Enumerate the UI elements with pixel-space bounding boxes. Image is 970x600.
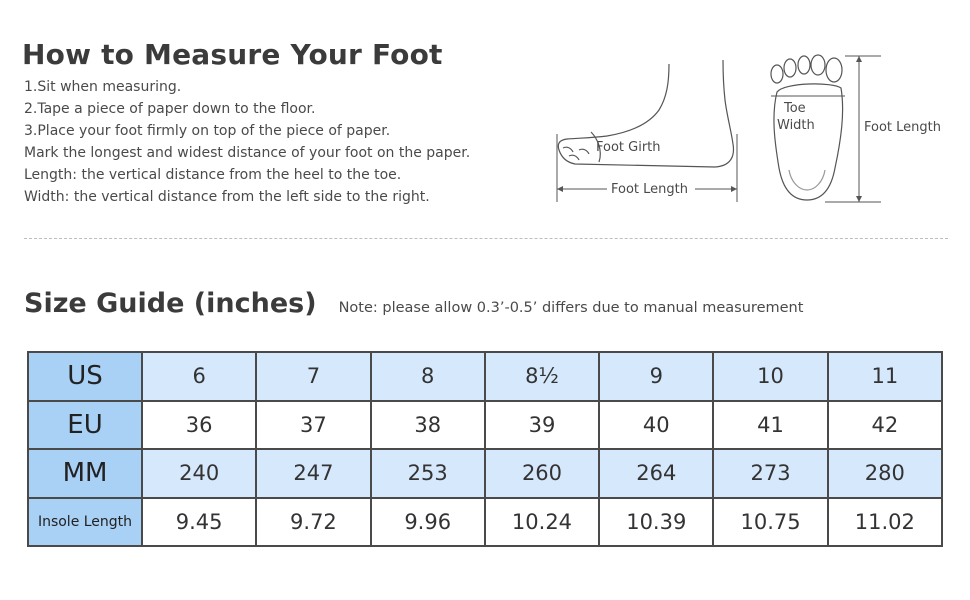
table-cell: 11.02 [828, 498, 942, 547]
table-cell: 9 [599, 352, 713, 401]
table-row-mm [28, 449, 942, 498]
table-cell: 10.39 [599, 498, 713, 547]
table-cell: 9.72 [256, 498, 370, 547]
table-cell: 7 [256, 352, 370, 401]
table-cell: 10.75 [713, 498, 827, 547]
arrow-head-icon [557, 186, 563, 192]
table-cell: 8½ [485, 352, 599, 401]
instruction-item: Mark the longest and widest distance of your foot on the paper. [24, 145, 471, 161]
row-header-eu: EU [28, 401, 142, 450]
table-row-eu [28, 401, 942, 450]
measure-instructions [24, 76, 470, 208]
top-length-label: Foot Length [864, 120, 941, 135]
foot-girth-label: Foot Girth [596, 140, 661, 155]
measure-title: How to Measure Your Foot [22, 38, 443, 71]
table-cell: 42 [828, 401, 942, 450]
toe-label: Toe [784, 101, 806, 116]
instruction-item: Length: the vertical distance from the heel to the toe. [24, 167, 402, 183]
table-cell: 280 [828, 449, 942, 498]
table-cell: 260 [485, 449, 599, 498]
size-chart-table [27, 351, 943, 547]
instruction-item: Width: the vertical distance from the left side to the right. [24, 189, 430, 205]
row-header-mm: MM [28, 449, 142, 498]
size-guide-heading [24, 288, 803, 319]
table-cell: 39 [485, 401, 599, 450]
instruction-item: 3.Place your foot firmly on top of the piece of paper. [24, 123, 391, 139]
foot-measurement-illustration [545, 52, 960, 212]
table-cell: 41 [713, 401, 827, 450]
toe-width-label: Width [777, 118, 815, 133]
size-guide-note: Note: please allow 0.3’-0.5’ differs due to manual measurement [338, 300, 804, 316]
table-cell: 264 [599, 449, 713, 498]
table-cell: 253 [371, 449, 485, 498]
table-cell: 9.45 [142, 498, 256, 547]
table-row-us [28, 352, 942, 401]
table-cell: 10 [713, 352, 827, 401]
section-divider [24, 238, 948, 239]
table-cell: 38 [371, 401, 485, 450]
arrow-head-icon [731, 186, 737, 192]
table-cell: 40 [599, 401, 713, 450]
row-header-insole-length: Insole Length [28, 498, 142, 547]
table-cell: 10.24 [485, 498, 599, 547]
instruction-item: 1.Sit when measuring. [24, 79, 182, 95]
row-header-us: US [28, 352, 142, 401]
size-guide-title: Size Guide (inches) [24, 288, 317, 319]
side-length-label: Foot Length [611, 182, 688, 197]
arrow-head-icon [856, 196, 862, 202]
table-cell: 37 [256, 401, 370, 450]
table-cell: 273 [713, 449, 827, 498]
arrow-head-icon [856, 56, 862, 62]
table-cell: 8 [371, 352, 485, 401]
table-cell: 247 [256, 449, 370, 498]
table-cell: 9.96 [371, 498, 485, 547]
table-cell: 240 [142, 449, 256, 498]
table-row-insole-length [28, 498, 942, 547]
instruction-item: 2.Tape a piece of paper down to the floor. [24, 101, 316, 117]
table-cell: 6 [142, 352, 256, 401]
table-cell: 11 [828, 352, 942, 401]
table-cell: 36 [142, 401, 256, 450]
